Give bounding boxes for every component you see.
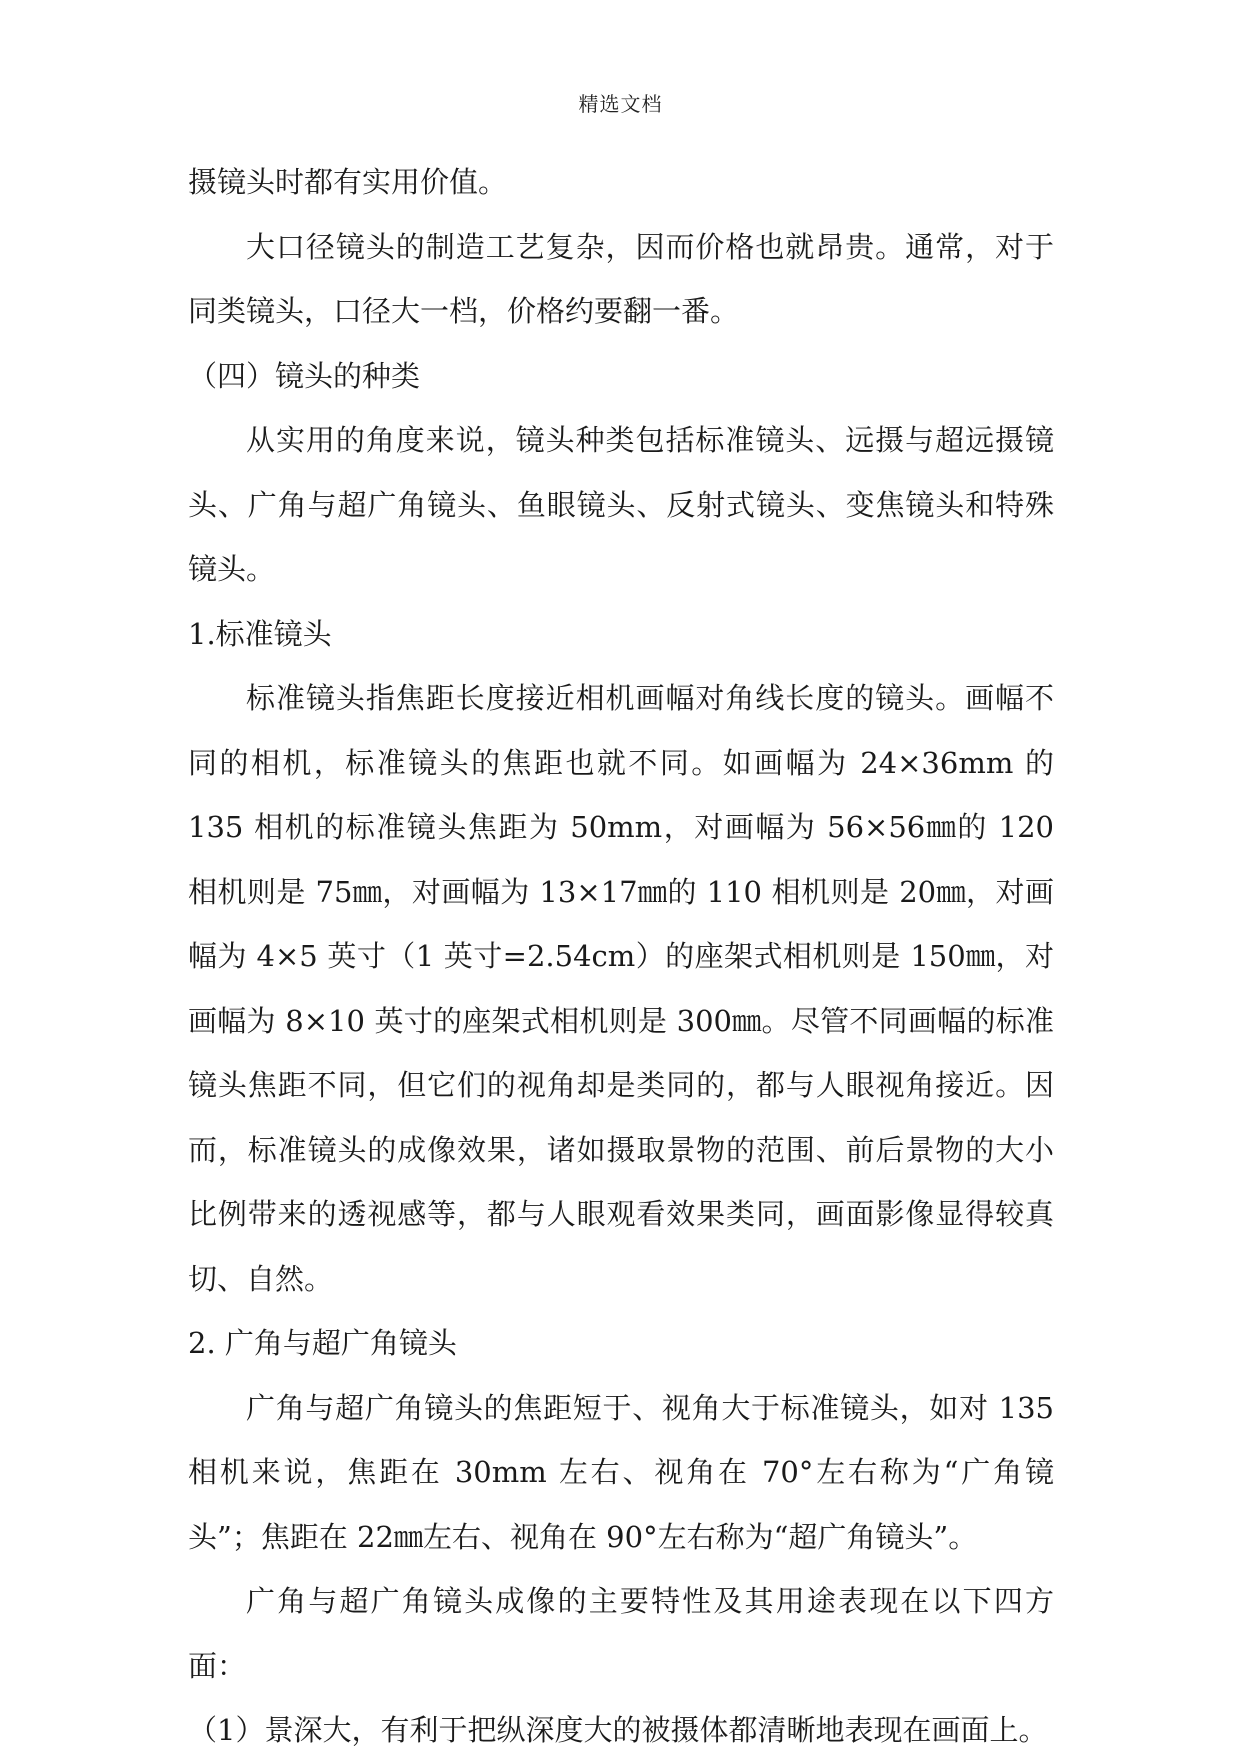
subsection-heading: 2. 广角与超广角镜头: [188, 1326, 457, 1360]
paragraph-continuation: 摄镜头时都有实用价值。: [188, 165, 508, 199]
paragraph: 从实用的角度来说，镜头种类包括标准镜头、远摄与超远摄镜头、广角与超广角镜头、鱼眼镜头、反射式镜头、变焦镜头和特殊镜头。: [188, 423, 1054, 586]
paragraph: 广角与超广角镜头的焦距短于、视角大于标准镜头，如对 135 相机来说，焦距在 30mm 左右、视角在 70°左右称为“广角镜头”；焦距在 22㎜左右、视角在 90°左右称为“超广角镜头”。: [188, 1390, 1054, 1554]
subsection-heading: 1.标准镜头: [188, 616, 332, 651]
section-heading: （四）镜头的种类: [188, 358, 421, 393]
paragraph: 大口径镜头的制造工艺复杂，因而价格也就昂贵。通常，对于同类镜头，口径大一档，价格约要翻一番。: [188, 229, 1054, 328]
paragraph: 广角与超广角镜头成像的主要特性及其用途表现在以下四方面：: [188, 1584, 1054, 1683]
page-header: 精选文档: [578, 92, 663, 116]
paragraph: 标准镜头指焦距长度接近相机画幅对角线长度的镜头。画幅不同的相机，标准镜头的焦距也就不同。如画幅为 24×36mm 的 135 相机的标准镜头焦距为 50mm，对画幅为 56×56㎜的 120 相机则是 75㎜，对画幅为 13×17㎜的 110 相机则是 20㎜，对画幅为 4×5 英寸（1 英寸=2.54cm）的座架式相机则是 150㎜，对画幅为 8×10 英寸的座架式相机则是 300㎜。尽管不同画幅的标准镜头焦距不同，但它们的视角却是类同的，都与人眼视角接近。因而，标准镜头的成像效果，诸如摄取景物的范围、前后景物的大小比例带来的透视感等，都与人眼观看效果类同，画面影像显得较真切、自然。: [188, 681, 1054, 1296]
document-body: [188, 150, 1054, 1763]
list-item: （1）景深大，有利于把纵深度大的被摄体都清晰地表现在画面上。: [188, 1713, 1048, 1747]
